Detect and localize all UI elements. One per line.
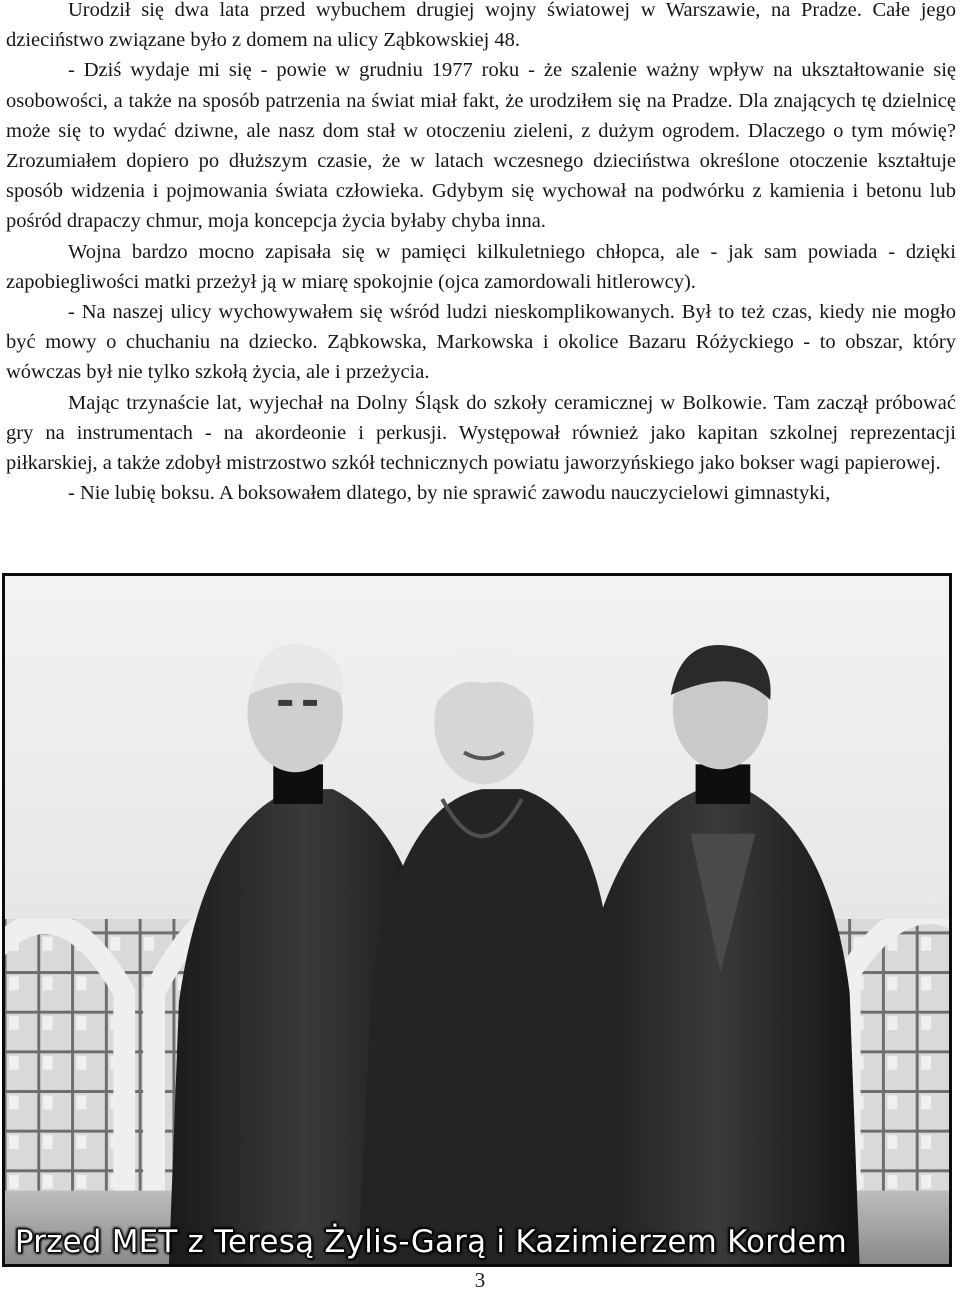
paragraph: - Nie lubię boksu. A boksowałem dlatego, by nie sprawić zawodu nauczycielowi gimnastyki, (68, 482, 831, 505)
paragraph: - Dziś wydaje mi się - powie w grudniu 1977 roku - że szalenie ważny wpływ na ukształtowanie się osobowości, a także na sposób patrzenia na świat miał fakt, że urodziłem się na Pradze. Dla znających tę dzielnicę może się to wydać dziwne, ale nasz dom stał w otoczeniu zieleni, z dużym ogrodem. Dlaczego o tym mówię? Zrozumiałem dopiero po dłuższym czasie, że w latach wczesnego dzieciństwa określone otoczenie kształtuje sposób widzenia i pojmowania świata człowieka. Gdybym się wychował na podwórku z kamienia i betonu lub pośród drapaczy chmur, moja koncepcja życia byłaby chyba inna. (6, 59, 956, 233)
photo-caption: Przed MET z Teresą Żylis-Garą i Kazimierzem Kordem (14, 1224, 848, 1261)
page-number: 3 (474, 1268, 486, 1292)
paragraph: - Na naszej ulicy wychowywałem się wśród ludzi nieskomplikowanych. Był to też czas, kiedy nie mogło być mowy o chuchaniu na dziecko. Ząbkowska, Markowska i okolice Bazaru Różyckiego - to obszar, który wówczas był nie tylko szkołą życia, ale i przeżycia. (6, 301, 956, 384)
photograph (2, 573, 952, 1267)
paragraph: Urodził się dwa lata przed wybuchem drugiej wojny światowej w Warszawie, na Pradze. Całe jego dzieciństwo związane było z domem na ulicy Ząbkowskiej 48. (6, 0, 956, 52)
paragraph: Wojna bardzo mocno zapisała się w pamięci kilkuletniego chłopca, ale - jak sam powiada - dzięki zapobiegliwości matki przeżył ją w miarę spokojnie (ojca zamordowali hitlerowcy). (6, 240, 956, 293)
article-body (6, 0, 956, 508)
photo-illustration (5, 576, 949, 1264)
paragraph: Mając trzynaście lat, wyjechał na Dolny Śląsk do szkoły ceramicznej w Bolkowie. Tam zaczął próbować gry na instrumentach - na akordeonie i perkusji. Występował również jako kapitan szkolnej reprezentacji piłkarskiej, a także zdobył mistrzostwo szkół technicznych powiatu jaworzyńskiego jako bokser wagi papierowej. (6, 391, 956, 475)
